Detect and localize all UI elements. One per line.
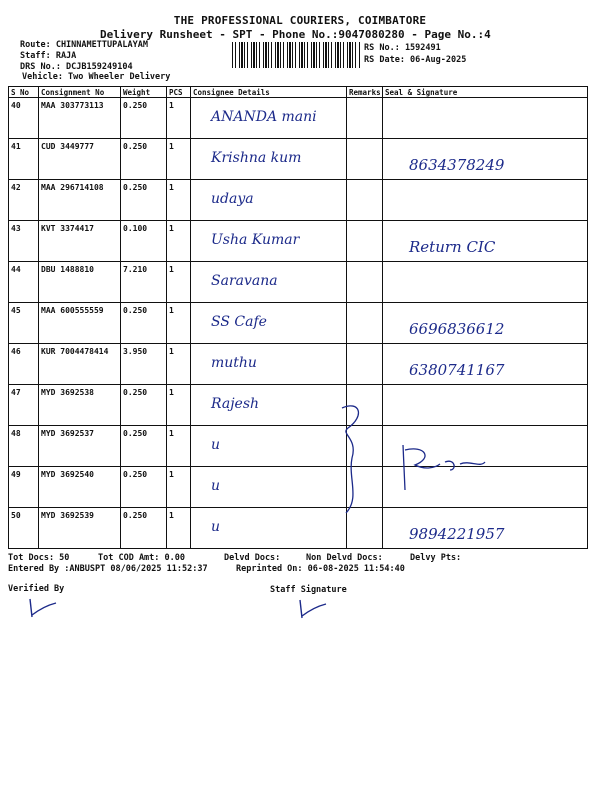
cell-pcs-text: 1 (169, 265, 174, 274)
cell-pcs (167, 98, 191, 139)
cell-pcs-text: 1 (169, 388, 174, 397)
cell-sno-text: 42 (11, 183, 21, 192)
cell-pcs-text: 1 (169, 470, 174, 479)
cell-sno-text: 45 (11, 306, 21, 315)
drs-number: DRS No.: DCJB159249104 (20, 62, 133, 72)
staff-signature-mark (292, 598, 332, 622)
cell-seal (383, 508, 588, 549)
cell-pcs-text: 1 (169, 101, 174, 110)
document-subtitle: Delivery Runsheet - SPT - Phone No.:9047080280 - Page No.:4 (100, 28, 491, 41)
table-row (9, 344, 588, 385)
table-row (9, 508, 588, 549)
cell-consignment-text: MYD 3692539 (41, 511, 94, 520)
table-row (9, 426, 588, 467)
staff-signature-label: Staff Signature (270, 585, 347, 595)
cell-sno-text: 49 (11, 470, 21, 479)
cell-seal-text: 6380741167 (409, 361, 505, 379)
col-header-weight: Weight (121, 87, 167, 98)
cell-consignment (39, 139, 121, 180)
reprinted-on: Reprinted On: 06-08-2025 11:54:40 (236, 564, 405, 574)
cell-pcs-text: 1 (169, 142, 174, 151)
cell-consignment (39, 303, 121, 344)
cell-consignee (191, 426, 347, 467)
barcode-image (232, 42, 360, 68)
cell-consignment-text: MAA 600555559 (41, 306, 104, 315)
cell-consignee (191, 344, 347, 385)
non-delivered-docs: Non Delvd Docs: (306, 553, 383, 563)
cell-consignee-text: u (211, 519, 221, 535)
cell-consignment-text: KVT 3374417 (41, 224, 94, 233)
cell-consignee-text: udaya (211, 191, 254, 207)
table-row (9, 180, 588, 221)
cell-consignment-text: CUD 3449777 (41, 142, 94, 151)
cell-pcs-text: 1 (169, 306, 174, 315)
cell-weight (121, 344, 167, 385)
cell-pcs-text: 1 (169, 224, 174, 233)
cell-sno (9, 385, 39, 426)
staff-label: Staff: RAJA (20, 51, 77, 61)
cell-weight-text: 0.250 (123, 101, 148, 110)
cell-weight (121, 180, 167, 221)
delivered-docs: Delvd Docs: (224, 553, 281, 563)
table-row (9, 139, 588, 180)
table-header-row (9, 87, 588, 98)
col-header-remarks: Remarks (347, 87, 383, 98)
rs-number: RS No.: 1592491 (364, 43, 441, 53)
cell-weight-text: 0.250 (123, 511, 148, 520)
cell-consignee (191, 508, 347, 549)
cell-weight-text: 7.210 (123, 265, 148, 274)
cell-weight-text: 0.250 (123, 183, 148, 192)
cell-consignment (39, 385, 121, 426)
cell-seal-text (385, 183, 409, 197)
cell-consignee-text: Krishna kum (211, 150, 302, 166)
cell-sno (9, 467, 39, 508)
cell-remarks (347, 344, 383, 385)
cell-sno-text: 44 (11, 265, 21, 274)
cell-sno (9, 262, 39, 303)
col-header-consignee: Consignee Details (191, 87, 347, 98)
col-header-seal: Seal & Signature (383, 87, 588, 98)
cell-pcs (167, 344, 191, 385)
cell-sno (9, 180, 39, 221)
cell-remarks (347, 303, 383, 344)
cell-seal (383, 221, 588, 262)
cell-consignee-text: SS Cafe (211, 314, 267, 330)
cell-sno (9, 98, 39, 139)
delivery-points: Delvy Pts: (410, 553, 462, 563)
vehicle-label: Vehicle: Two Wheeler Delivery (22, 72, 171, 82)
cell-pcs (167, 508, 191, 549)
cell-consignee-text: Usha Kumar (211, 232, 300, 248)
cell-consignment-text: MYD 3692540 (41, 470, 94, 479)
cell-consignment (39, 98, 121, 139)
cell-pcs (167, 139, 191, 180)
cell-seal (383, 262, 588, 303)
cell-consignment-text: KUR 7004478414 (41, 347, 109, 356)
cell-weight-text: 0.250 (123, 142, 148, 151)
cell-weight (121, 303, 167, 344)
cell-consignment (39, 344, 121, 385)
cell-pcs-text: 1 (169, 347, 174, 356)
cell-remarks (347, 262, 383, 303)
total-docs: Tot Docs: 50 (8, 553, 70, 563)
cell-sno-text: 48 (11, 429, 21, 438)
cell-pcs (167, 385, 191, 426)
signature-rows-48-49 (395, 440, 495, 495)
cell-pcs (167, 180, 191, 221)
cell-consignment-text: DBU 1488810 (41, 265, 94, 274)
cell-remarks (347, 180, 383, 221)
cell-consignee-text: u (211, 478, 221, 494)
cell-sno-text: 43 (11, 224, 21, 233)
cell-sno (9, 426, 39, 467)
cell-sno (9, 303, 39, 344)
table-row (9, 262, 588, 303)
cell-seal-text (385, 265, 409, 279)
cell-consignment-text: MYD 3692538 (41, 388, 94, 397)
col-header-consignment: Consignment No (39, 87, 121, 98)
cell-sno-text: 40 (11, 101, 21, 110)
cell-seal-text (385, 388, 409, 402)
cell-seal (383, 139, 588, 180)
cell-seal (383, 344, 588, 385)
cell-seal-text: Return CIC (409, 238, 496, 256)
cell-pcs-text: 1 (169, 511, 174, 520)
cell-consignee (191, 221, 347, 262)
cell-consignee (191, 467, 347, 508)
cell-sno-text: 41 (11, 142, 21, 151)
entered-by: Entered By :ANBUSPT 08/06/2025 11:52:37 (8, 564, 208, 574)
col-header-pcs: PCS (167, 87, 191, 98)
cell-consignment (39, 467, 121, 508)
cell-weight (121, 221, 167, 262)
cell-consignment-text: MYD 3692537 (41, 429, 94, 438)
total-cod-amount: Tot COD Amt: 0.00 (98, 553, 185, 563)
cell-pcs (167, 221, 191, 262)
cell-pcs-text: 1 (169, 429, 174, 438)
cell-remarks (347, 139, 383, 180)
cell-sno (9, 139, 39, 180)
cell-consignee (191, 139, 347, 180)
cell-seal (383, 385, 588, 426)
verified-signature (22, 597, 62, 621)
cell-pcs-text: 1 (169, 183, 174, 192)
runsheet-table (8, 86, 588, 549)
cell-consignee-text: ANANDA mani (211, 109, 317, 125)
table-row (9, 385, 588, 426)
cell-seal-text: 8634378249 (409, 156, 505, 174)
cell-seal-text (385, 101, 409, 115)
cell-weight (121, 508, 167, 549)
cell-weight (121, 385, 167, 426)
cell-consignee-text: Rajesh (211, 396, 260, 412)
table-row (9, 303, 588, 344)
cell-remarks (347, 98, 383, 139)
cell-weight-text: 0.250 (123, 388, 148, 397)
cell-consignee-text: Saravana (211, 273, 278, 289)
cell-consignment-text: MAA 303773113 (41, 101, 104, 110)
col-header-sno: S No (9, 87, 39, 98)
bracket-signature (330, 398, 380, 518)
cell-sno-text: 46 (11, 347, 21, 356)
cell-weight (121, 467, 167, 508)
route-label: Route: CHINNAMETTUPALAYAM (20, 40, 148, 50)
cell-pcs (167, 262, 191, 303)
cell-seal-text: 9894221957 (409, 525, 505, 543)
cell-consignee-text: u (211, 437, 221, 453)
cell-weight (121, 139, 167, 180)
cell-sno (9, 508, 39, 549)
cell-seal (383, 180, 588, 221)
cell-sno-text: 47 (11, 388, 21, 397)
cell-remarks (347, 221, 383, 262)
cell-sno (9, 344, 39, 385)
cell-consignment (39, 262, 121, 303)
table-row (9, 467, 588, 508)
cell-consignment (39, 180, 121, 221)
cell-consignee (191, 262, 347, 303)
cell-pcs (167, 467, 191, 508)
cell-weight (121, 98, 167, 139)
table-row (9, 221, 588, 262)
cell-consignment (39, 508, 121, 549)
cell-consignee (191, 385, 347, 426)
cell-consignee-text: muthu (211, 355, 257, 371)
cell-pcs (167, 303, 191, 344)
cell-sno (9, 221, 39, 262)
cell-seal (383, 98, 588, 139)
table-row (9, 98, 588, 139)
cell-consignment-text: MAA 296714108 (41, 183, 104, 192)
cell-weight (121, 426, 167, 467)
cell-sno-text: 50 (11, 511, 21, 520)
cell-seal-text: 6696836612 (409, 320, 505, 338)
cell-consignee (191, 303, 347, 344)
cell-weight-text: 0.100 (123, 224, 148, 233)
cell-consignment (39, 221, 121, 262)
cell-weight-text: 0.250 (123, 470, 148, 479)
verified-by-label: Verified By (8, 584, 65, 594)
cell-consignee (191, 98, 347, 139)
document-title: THE PROFESSIONAL COURIERS, COIMBATORE (173, 14, 427, 27)
rs-date: RS Date: 06-Aug-2025 (364, 55, 467, 65)
cell-consignment (39, 426, 121, 467)
cell-weight-text: 0.250 (123, 306, 148, 315)
cell-weight-text: 0.250 (123, 429, 148, 438)
cell-weight (121, 262, 167, 303)
cell-pcs (167, 426, 191, 467)
cell-seal (383, 303, 588, 344)
cell-weight-text: 3.950 (123, 347, 148, 356)
cell-consignee (191, 180, 347, 221)
